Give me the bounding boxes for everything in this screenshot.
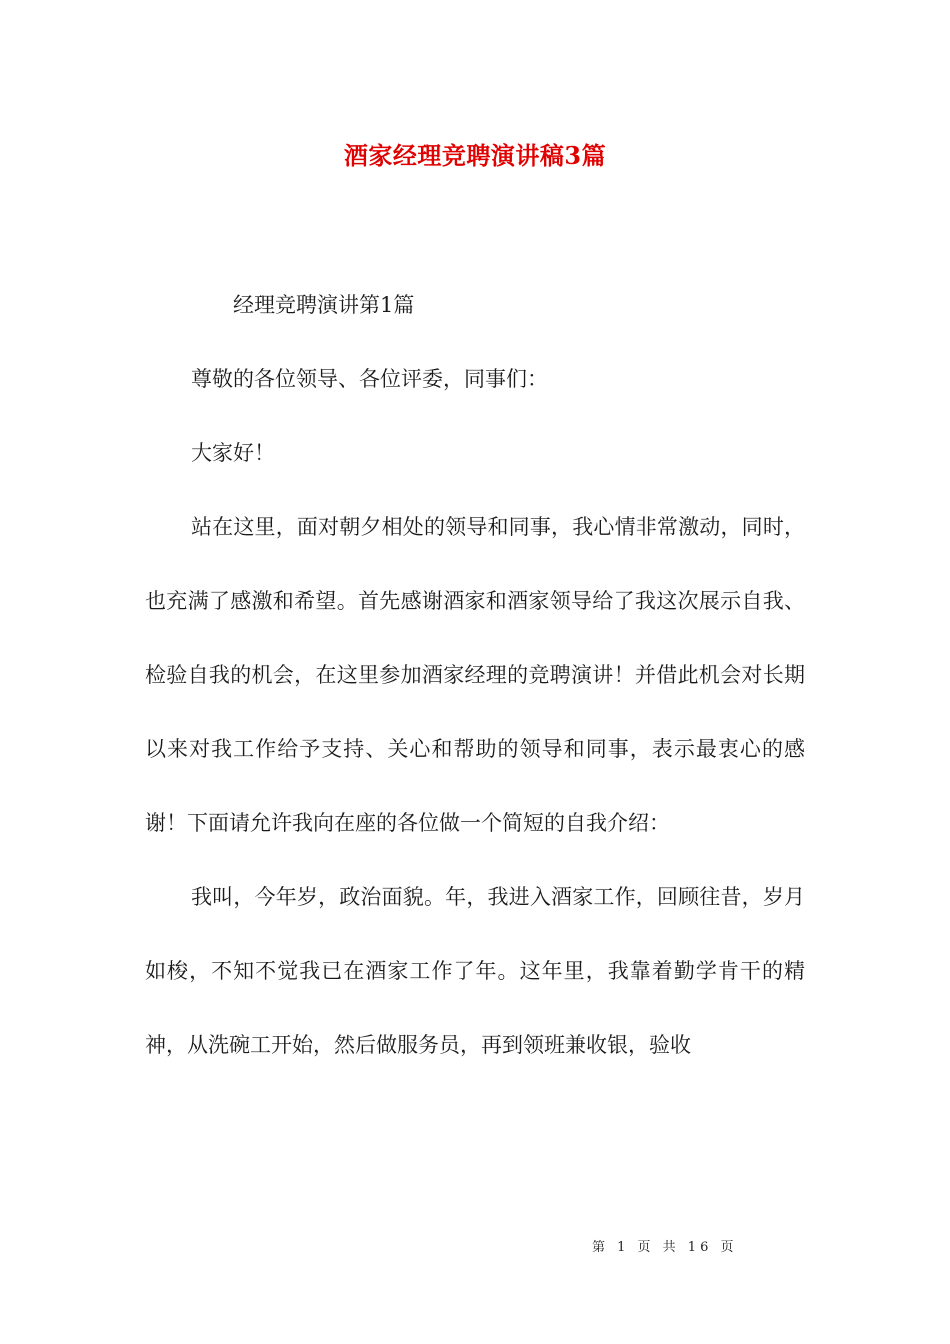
- body-paragraph: 站在这里，面对朝夕相处的领导和同事，我心情非常激动，同时，也充满了感激和希望。首先感谢酒家和酒家领导给了我这次展示自我、检验自我的机会，在这里参加酒家经理的竞聘演讲！并借此机会对长期以来对我工作给予支持、关心和帮助的领导和同事，表示最衷心的感谢！下面请允许我向在座的各位做一个简短的自我介绍：: [145, 515, 805, 835]
- page-footer: 第 1 页 共 16 页: [592, 1240, 738, 1255]
- body-paragraph: 我叫，今年岁，政治面貌。年，我进入酒家工作，回顾往昔，岁月如梭，不知不觉我已在酒家工作了年。这年里，我靠着勤学肯干的精神，从洗碗工开始，然后做服务员，再到领班兼收银，验收: [145, 885, 805, 1057]
- greeting-paragraph: 大家好！: [191, 441, 275, 465]
- section-heading: 经理竞聘演讲第1篇: [233, 293, 415, 317]
- salutation-paragraph: 尊敬的各位领导、各位评委，同事们：: [191, 367, 548, 391]
- document-title: 酒家经理竞聘演讲稿3篇: [343, 141, 607, 170]
- document-body: [145, 268, 805, 1082]
